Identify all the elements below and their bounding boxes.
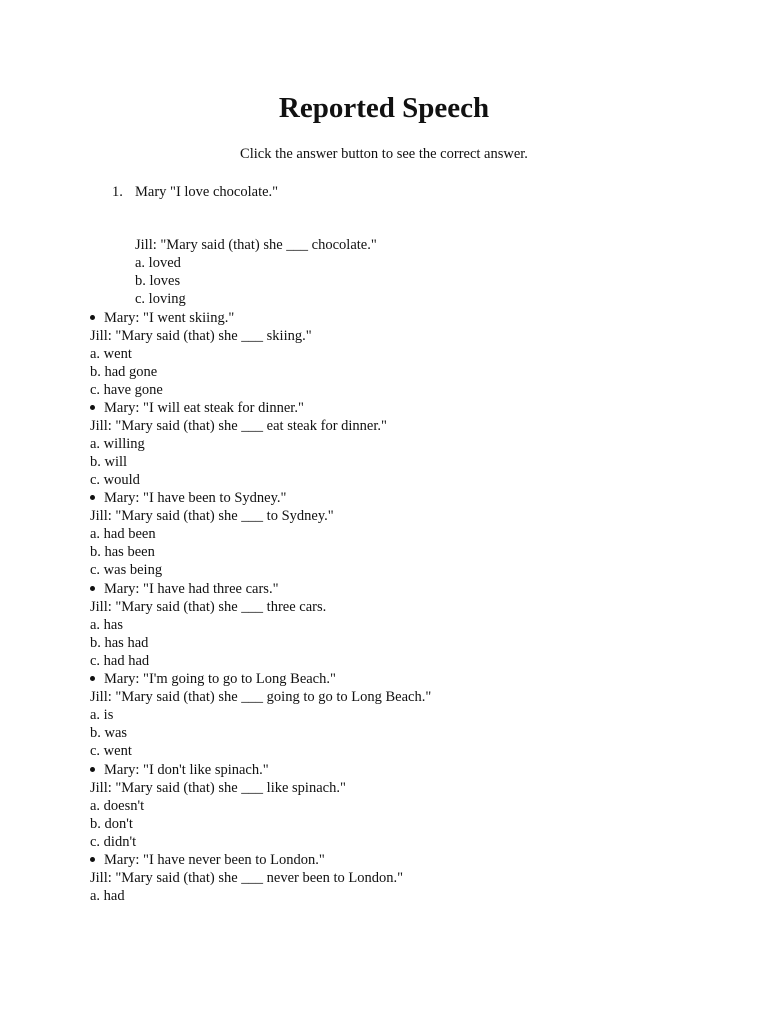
mary-quote: Mary: "I have never been to London." [104,852,325,868]
answer-option-a[interactable]: a. has [90,617,124,633]
mary-quote: Mary: "I'm going to go to Long Beach." [104,671,336,687]
answer-option-b[interactable]: b. had gone [90,364,158,380]
bullet-icon [90,405,95,410]
bullet-icon [90,315,95,320]
answer-option-a[interactable]: a. went [90,346,132,362]
bullet-icon [90,586,95,591]
answer-option-b[interactable]: b. will [90,454,128,470]
answer-option-a[interactable]: a. had been [90,526,156,542]
answer-option-b[interactable]: b. was [90,725,128,741]
bullet-icon [90,857,95,862]
mary-quote: Mary: "I don't like spinach." [104,762,269,778]
answer-option-c[interactable]: c. went [90,743,132,759]
answer-option-c[interactable]: c. loving [135,291,186,307]
answer-option-a[interactable]: a. is [90,707,114,723]
jill-reported-line: Jill: "Mary said (that) she ___ chocolate." [135,237,377,253]
answer-option-c[interactable]: c. would [90,472,140,488]
bullet-icon [90,676,95,681]
jill-reported-line: Jill: "Mary said (that) she ___ three cars. [90,599,327,615]
mary-quote: Mary: "I will eat steak for dinner." [104,400,304,416]
answer-option-c[interactable]: c. had had [90,653,150,669]
instruction-text: Click the answer button to see the correct answer. [240,146,528,162]
mary-quote: Mary: "I have had three cars." [104,581,279,597]
mary-quote: Mary: "I went skiing." [104,310,235,326]
answer-option-c[interactable]: c. didn't [90,834,137,850]
bullet-icon [90,767,95,772]
answer-option-c[interactable]: c. was being [90,562,163,578]
question-prompt: Mary "I love chocolate." [135,184,279,200]
jill-reported-line: Jill: "Mary said (that) she ___ to Sydney." [90,508,334,524]
answer-option-a[interactable]: a. doesn't [90,798,145,814]
answer-option-b[interactable]: b. has had [90,635,149,651]
answer-option-b[interactable]: b. has been [90,544,155,560]
answer-option-a[interactable]: a. had [90,888,125,904]
jill-reported-line: Jill: "Mary said (that) she ___ going to go to Long Beach." [90,689,432,705]
answer-option-a[interactable]: a. loved [135,255,181,271]
jill-reported-line: Jill: "Mary said (that) she ___ skiing." [90,328,312,344]
answer-option-c[interactable]: c. have gone [90,382,163,398]
jill-reported-line: Jill: "Mary said (that) she ___ never been to London." [90,870,404,886]
answer-option-b[interactable]: b. don't [90,816,133,832]
question-number: 1. [112,184,123,200]
answer-option-a[interactable]: a. willing [90,436,145,452]
page-title: Reported Speech [278,92,490,124]
mary-quote: Mary: "I have been to Sydney." [104,490,287,506]
answer-option-b[interactable]: b. loves [135,273,181,289]
jill-reported-line: Jill: "Mary said (that) she ___ like spinach." [90,780,346,796]
jill-reported-line: Jill: "Mary said (that) she ___ eat steak for dinner." [90,418,387,434]
bullet-icon [90,495,95,500]
